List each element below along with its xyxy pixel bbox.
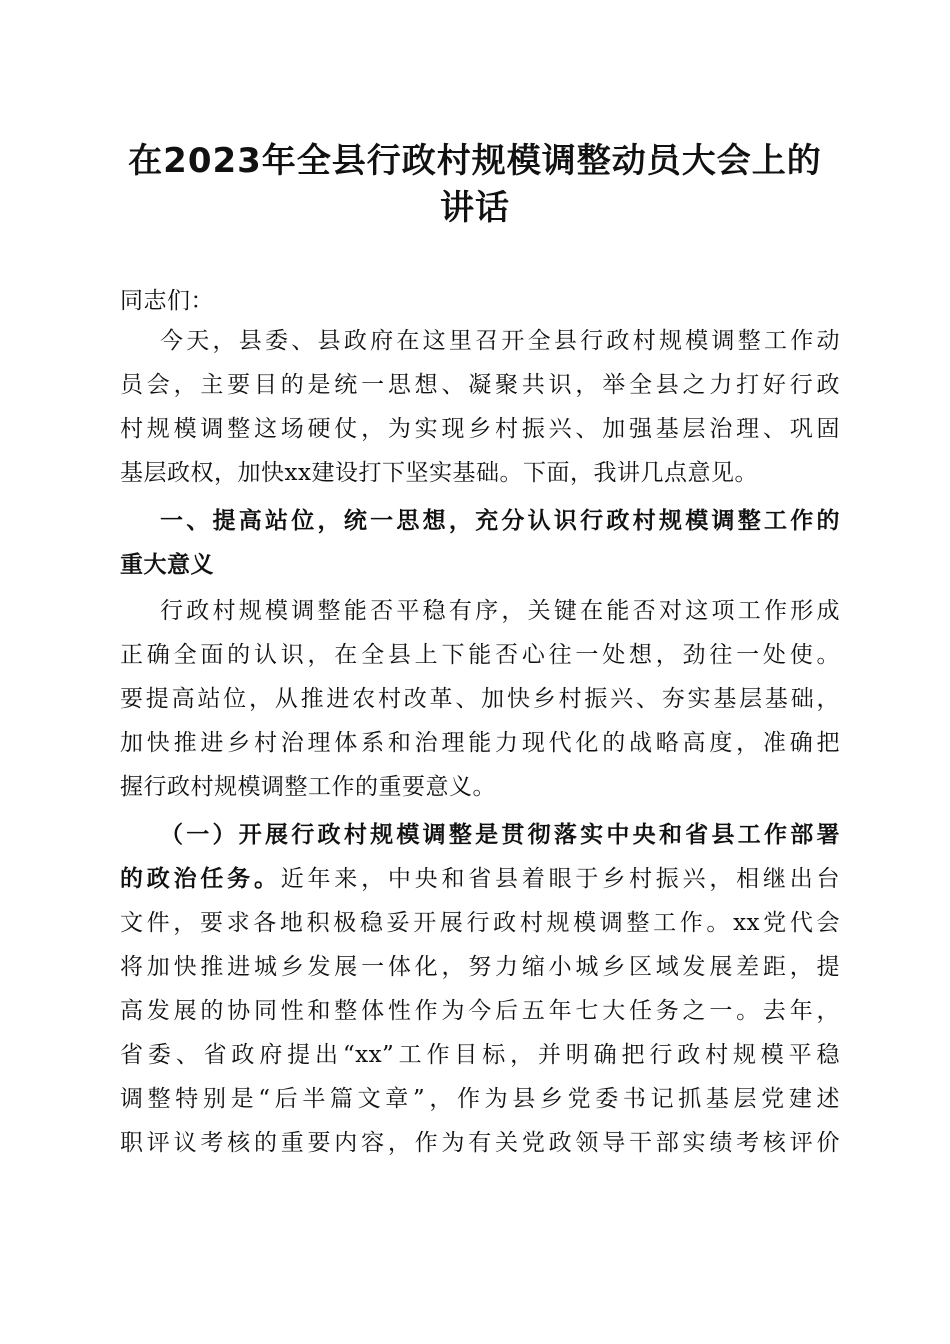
subsection-mixed-line (120, 864, 840, 894)
subsection-paragraph-line: 文件，要求各地积极稳妥开展行政村规模调整工作。xx党代会 (120, 910, 840, 936)
document-title-line-2: 讲话 (440, 188, 510, 228)
section-heading-line: 一、提高站位，统一思想，充分认识行政村规模调整工作的 (160, 508, 840, 534)
intro-line: 基层政权，加快xx建设打下坚实基础。下面，我讲几点意见。 (120, 460, 758, 486)
intro-line: 今天，县委、县政府在这里召开全县行政村规模调整工作动 (160, 328, 840, 354)
intro-line: 村规模调整这场硬仗，为实现乡村振兴、加强基层治理、巩固 (120, 416, 840, 442)
section-paragraph-line: 正确全面的认识，在全县上下能否心往一处想，劲往一处使。 (120, 642, 840, 668)
document-title-line-1: 在2023年全县行政村规模调整动员大会上的 (128, 141, 822, 181)
salutation: 同志们： (120, 288, 214, 314)
subsection-paragraph-line: 高发展的协同性和整体性作为今后五年七大任务之一。去年， (120, 998, 840, 1024)
subsection-text: 近年来，中央和省县着眼于乡村振兴，相继出台 (280, 866, 840, 892)
section-paragraph-line: 要提高站位，从推进农村改革、加快乡村振兴、夯实基层基础， (120, 686, 840, 712)
section-paragraph-line: 行政村规模调整能否平稳有序，关键在能否对这项工作形成 (160, 598, 840, 624)
subsection-paragraph-line: 省委、省政府提出“xx”工作目标，并明确把行政村规模平稳 (120, 1042, 840, 1068)
subsection-paragraph-line: 调整特别是“后半篇文章”，作为县乡党委书记抓基层党建述 (120, 1086, 840, 1112)
subsection-paragraph-line: 职评议考核的重要内容，作为有关党政领导干部实绩考核评价 (120, 1130, 840, 1156)
section-paragraph-line: 握行政村规模调整工作的重要意义。 (120, 774, 496, 800)
subsection-paragraph-line: 将加快推进城乡发展一体化，努力缩小城乡区域发展差距，提 (120, 954, 840, 980)
subsection-heading-line: （一）开展行政村规模调整是贯彻落实中央和省县工作部署 (160, 821, 840, 848)
subsection-heading-tail: 的政治任务。 (120, 865, 281, 892)
intro-line: 员会，主要目的是统一思想、凝聚共识，举全县之力打好行政 (120, 372, 840, 398)
section-heading-line: 重大意义 (120, 552, 214, 578)
section-paragraph-line: 加快推进乡村治理体系和治理能力现代化的战略高度，准确把 (120, 730, 840, 756)
